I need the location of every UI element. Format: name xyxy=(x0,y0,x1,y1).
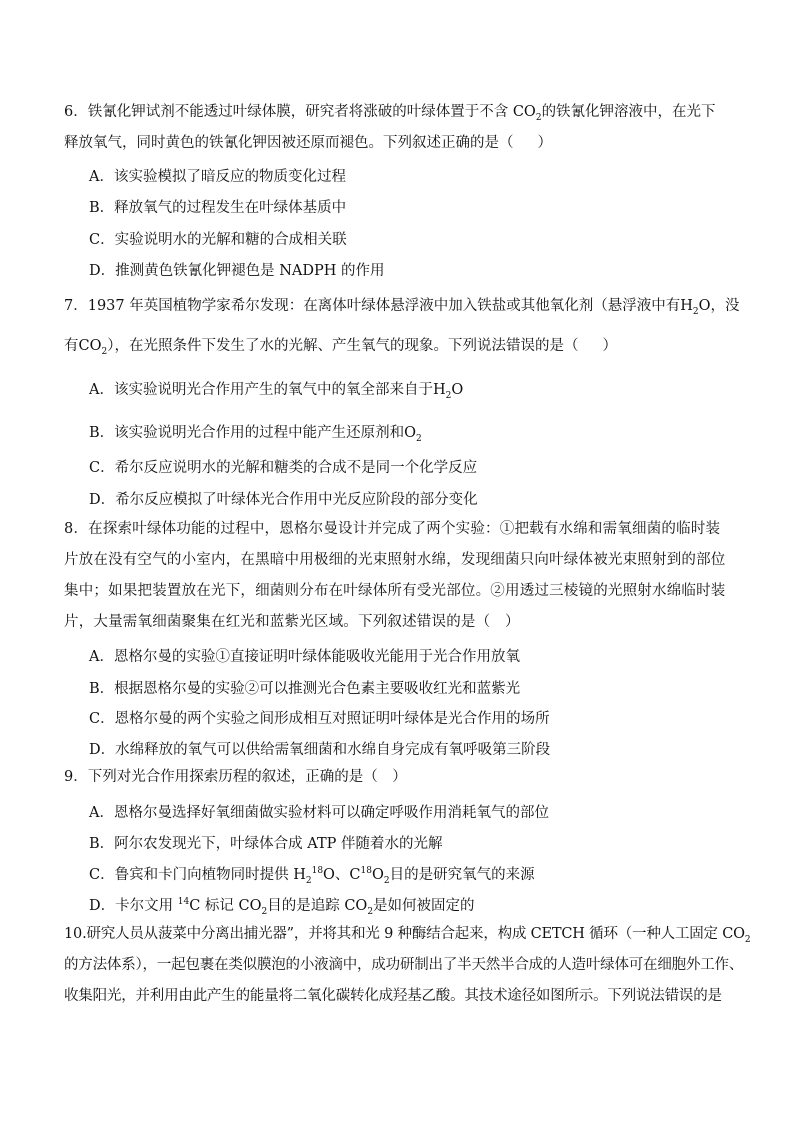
question-9-option-d: D．卡尔文用 $^{14}$C 标记 $CO_2$目的是追踪 $CO_2$是如何被固定的 xyxy=(89,897,475,917)
question-9-stem: 9．下列对光合作用探索历程的叙述，正确的是（ ） xyxy=(64,769,407,785)
question-6-option-a: A．该实验模拟了暗反应的物质变化过程 xyxy=(89,169,346,185)
question-7-option-b: B．该实验说明光合作用的过程中能产生还原剂和$O_2$ xyxy=(89,425,422,444)
question-9-option-c: C．鲁宾和卡门向植物同时提供 $H_2^{18}O$、$C^{18}O_2$目的是研究氧气的来源 xyxy=(89,866,535,886)
question-6-option-d: D．推测黄色铁氰化钾褪色是 NADPH 的作用 xyxy=(89,263,385,279)
question-7-option-c: C．希尔反应说明水的光解和糖类的合成不是同一个化学反应 xyxy=(89,460,478,476)
question-8-option-a: A．恩格尔曼的实验①直接证明叶绿体能吸收光能用于光合作用放氧 xyxy=(89,649,520,665)
question-7-stem-line-2: 有$CO_2$），在光照条件下发生了水的光解、产生氧气的现象。下列说法错误的是（ ） xyxy=(64,338,617,357)
question-10-stem-line-1: 10.研究人员从菠菜中分离出捕光器”，并将其和光 9 种酶结合起来，构成 CETCH 循环（一种人工固定 $CO_2$ xyxy=(64,926,751,945)
question-9-option-a: A．恩格尔曼选择好氧细菌做实验材料可以确定呼吸作用消耗氧气的部位 xyxy=(89,805,549,821)
question-8-option-c: C．恩格尔曼的两个实验之间形成相互对照证明叶绿体是光合作用的场所 xyxy=(89,711,550,727)
question-8-option-b: B．根据恩格尔曼的实验②可以推测光合色素主要吸收红光和蓝紫光 xyxy=(89,681,521,697)
question-10-stem-line-3: 收集阳光，并利用由此产生的能量将二氧化碳转化成羟基乙酸。其技术途径如图所示。下列说法错误的是 xyxy=(64,988,722,1004)
question-6-option-c: C．实验说明水的光解和糖的合成相关联 xyxy=(89,232,347,248)
question-8-option-d: D．水绵释放的氧气可以供给需氧细菌和水绵自身完成有氧呼吸第三阶段 xyxy=(89,742,551,758)
question-6-stem: 6．铁氰化钾试剂不能透过叶绿体膜，研究者将涨破的叶绿体置于不含 $CO_2$的铁氰化钾溶液中，在光下释放氧气，同时黄色的铁氰化钾因被还原而褪色。下列叙述正确的是（ ） xyxy=(64,104,716,151)
question-9-option-b: B．阿尔农发现光下，叶绿体合成 ATP 伴随着水的光解 xyxy=(89,836,443,852)
question-7-option-d: D．希尔反应模拟了叶绿体光合作用中光反应阶段的部分变化 xyxy=(89,492,478,508)
question-7-option-a: A．该实验说明光合作用产生的氧气中的氧全部来自于$H_2O$ xyxy=(89,382,464,401)
question-6-option-b: B．释放氧气的过程发生在叶绿体基质中 xyxy=(89,200,347,216)
question-7-stem-line-1: 7．1937 年英国植物学家希尔发现：在离体叶绿体悬浮液中加入铁盐或其他氧化剂（悬浮液中有$H_2O$，没 xyxy=(64,298,740,317)
question-10-stem-line-2: 的方法体系），一起包裹在类似膜泡的小液滴中，成功研制出了半天然半合成的人造叶绿体可在细胞外工作、 xyxy=(64,957,744,973)
question-8-stem: 8．在探索叶绿体功能的过程中，恩格尔曼设计并完成了两个实验：①把载有水绵和需氧细菌的临时装片放在没有空气的小室内，在黑暗中用极细的光束照射水绵，发现细菌只向叶绿体被光束照射到的部位集中；如果把装置放在光下，细菌则分布在叶绿体所有受光部位。②用透过三棱镜的光照射水绵临时装片，大量需氧细菌聚集在红光和蓝紫光区域。下列叙述错误的是（ ） xyxy=(64,521,726,630)
